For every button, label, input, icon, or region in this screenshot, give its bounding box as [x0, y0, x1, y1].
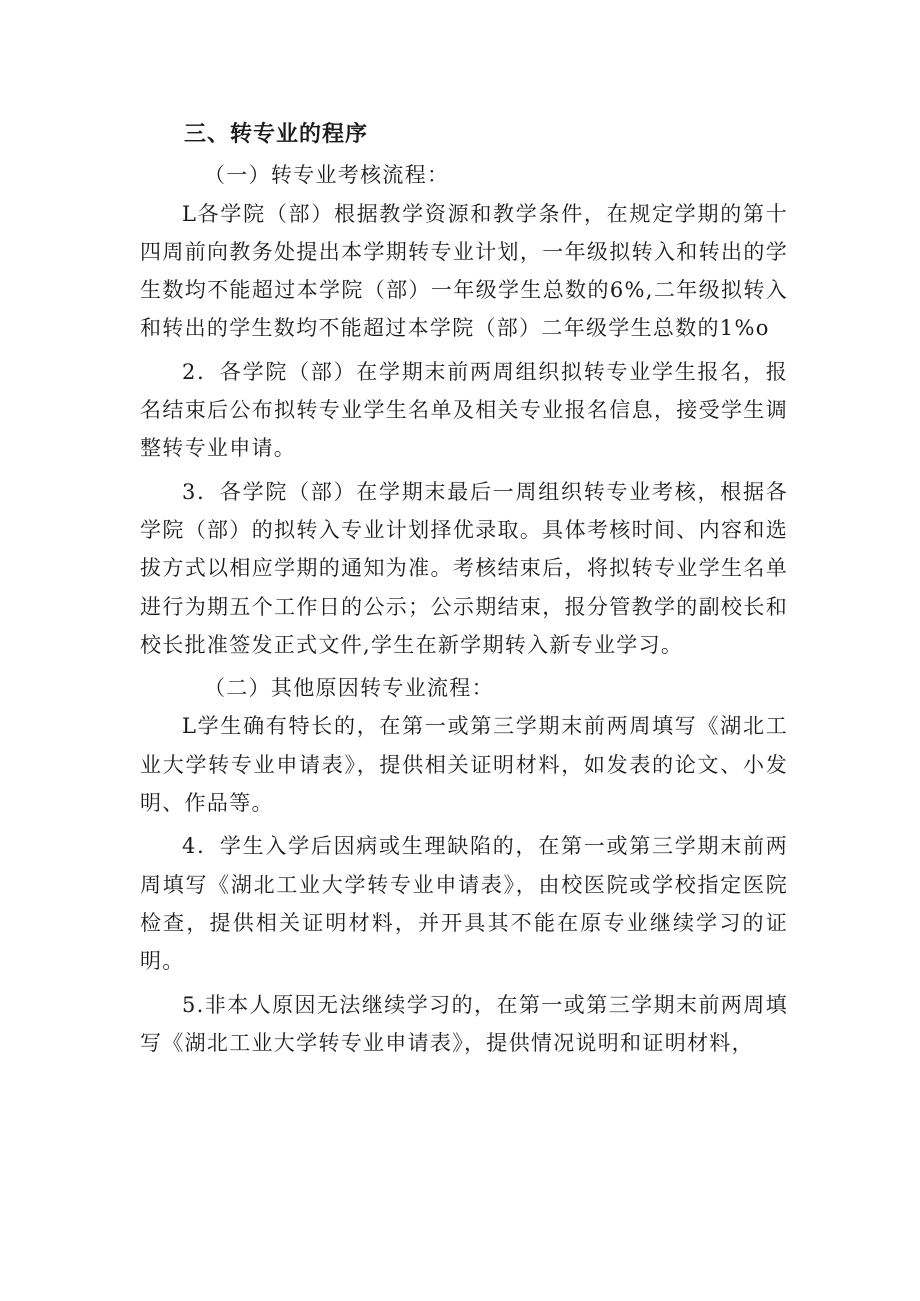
paragraph-item-3: 3．各学院（部）在学期末最后一周组织转专业考核，根据各学院（部）的拟转入专业计划择优录取。具体考核时间、内容和选拔方式以相应学期的通知为准。考核结束后，将拟转专业学生名单进行为期五个工作日的公示；公示期结束，报分管教学的副校长和校长批准签发正式文件,学生在新学期转入新专业学习。 — [140, 479, 788, 657]
paragraph-item-5: 4．学生入学后因病或生理缺陷的，在第一或第三学期末前两周填写《湖北工业大学转专业申请表》，由校医院或学校指定医院检查，提供相关证明材料，并开具其不能在原专业继续学习的证明。 — [140, 834, 788, 974]
paragraph-item-2: 2．各学院（部）在学期末前两周组织拟转专业学生报名，报名结束后公布拟转专业学生名单及相关专业报名信息，接受学生调整转专业申请。 — [140, 359, 788, 461]
subsection-title-other: （二）其他原因转专业流程： — [204, 676, 494, 701]
paragraph-item-1: L各学院（部）根据教学资源和教学条件，在规定学期的第十四周前向教务处提出本学期转专业计划，一年级拟转入和转出的学生数均不能超过本学院（部）一年级学生总数的6%,二年级拟转入和转出的学生数均不能超过本学院（部）二年级学生总数的1%o — [140, 201, 788, 341]
subsection-title-assessment: （一）转专业考核流程： — [204, 163, 450, 188]
section-title: 三、转专业的程序 — [184, 122, 369, 147]
paragraph-item-6: 5.非本人原因无法继续学习的，在第一或第三学期末前两周填写《湖北工业大学转专业申请表》，提供情况说明和证明材料， — [140, 992, 788, 1055]
paragraph-item-4: L学生确有特长的，在第一或第三学期末前两周填写《湖北工业大学转专业申请表》，提供相关证明材料，如发表的论文、小发明、作品等。 — [140, 714, 788, 816]
document-body — [140, 118, 788, 1062]
